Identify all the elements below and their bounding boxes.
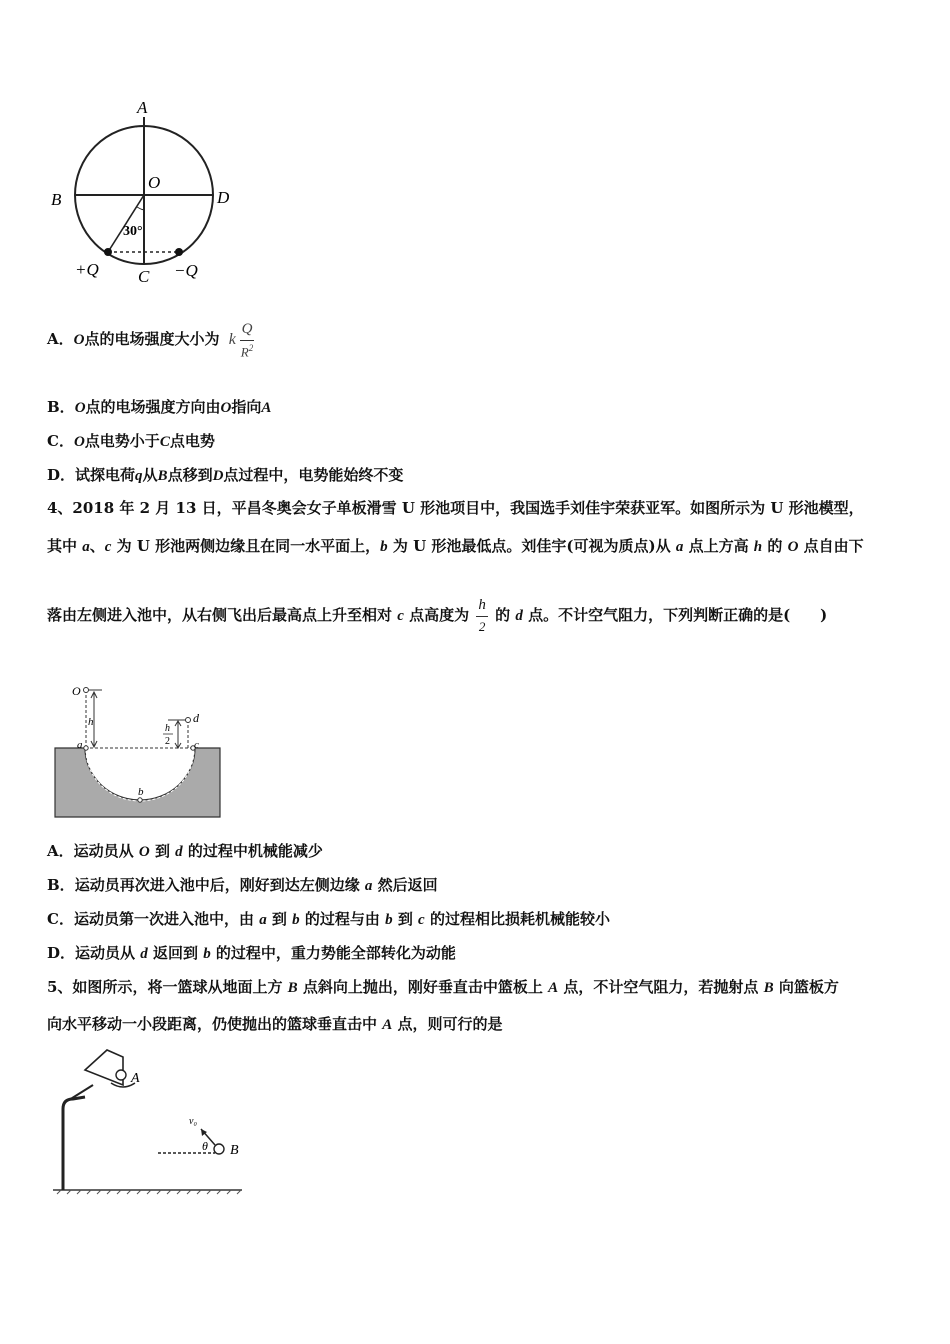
- label-30: 30°: [123, 224, 143, 239]
- label-c-point: c: [194, 739, 199, 751]
- label-b: B: [51, 190, 62, 209]
- label-frac-num: h: [165, 723, 170, 734]
- variable-symbol: A: [382, 1017, 393, 1033]
- text-run: 点自由下: [798, 537, 864, 555]
- text-run: 点。不计空气阻力，下列判断正确的是( ): [522, 605, 828, 624]
- text-run: 4、2018 年 2 月 13 日，平昌冬奥会女子单板滑雪 U 形池项目中，我国选手刘佳宇荣获亚军。如图所示为 U 形池模型，: [47, 499, 864, 517]
- text-run: 点的电场强度方向由: [85, 398, 221, 416]
- label-d: D: [217, 188, 230, 207]
- text-run: 的过程与由: [299, 910, 386, 928]
- q4-option-b: B．运动员再次进入池中后，刚好到达左侧边缘 a 然后返回: [47, 876, 438, 894]
- variable-symbol: O: [220, 400, 232, 416]
- plus-charge-dot: [104, 248, 112, 256]
- variable-symbol: a: [259, 912, 267, 928]
- text-run: 然后返回: [372, 876, 438, 894]
- text-run: 到: [392, 910, 419, 928]
- q4-option-c: C．运动员第一次进入池中，由 a 到 b 的过程与由 b 到 c 的过程相比损耗机械能较小: [47, 910, 610, 928]
- label-h: h: [88, 716, 94, 728]
- text-run: 指向: [231, 398, 262, 416]
- text-run: 点电势小于: [84, 432, 160, 450]
- q4-option-d: D．运动员从 d 返回到 b 的过程中，重力势能全部转化为动能: [47, 944, 456, 962]
- point-a: [84, 746, 88, 750]
- variable-symbol: D: [212, 468, 224, 484]
- point-b: [138, 798, 142, 802]
- text-run: 的过程中，重力势能全部转化为动能: [210, 944, 456, 962]
- q4-line-2: [47, 535, 864, 556]
- text-run: 运动员从: [75, 944, 141, 962]
- label-theta: θ: [202, 1139, 208, 1153]
- point-o: [84, 688, 89, 693]
- variable-symbol: A: [261, 400, 272, 416]
- variable-symbol: C: [159, 434, 170, 450]
- text-run: 到: [149, 842, 176, 860]
- point-d: [186, 718, 191, 723]
- label-frac-den: 2: [165, 736, 170, 747]
- text-run: 落由左侧进入池中，从右侧飞出后最高点上升至相对: [47, 605, 398, 624]
- text-run: 点高度为: [403, 605, 470, 624]
- angle-arc: [137, 207, 144, 210]
- basketball-figure: [45, 1045, 255, 1195]
- option-letter: A．: [47, 330, 74, 349]
- text-run: 点上方高: [683, 537, 754, 555]
- label-v0: v₀: [189, 1116, 197, 1127]
- text-run: 点过程中，电势能始终不变: [223, 466, 404, 484]
- label-d-point: d: [193, 711, 199, 725]
- variable-symbol: c: [397, 607, 404, 624]
- text-run: 其中: [47, 537, 83, 555]
- variable-symbol: a: [675, 539, 684, 555]
- variable-symbol: q: [135, 468, 143, 484]
- text-run: 、: [89, 537, 105, 555]
- label-o-point: O: [72, 684, 81, 698]
- variable-symbol: B: [287, 980, 298, 996]
- pool-block: [55, 748, 220, 817]
- text-run: 的过程中机械能减少: [182, 842, 323, 860]
- text-run: 运动员再次进入池中后，刚好到达左侧边缘: [74, 876, 365, 894]
- backboard: [85, 1050, 123, 1085]
- minus-charge-dot: [175, 248, 183, 256]
- q4-line-1: [47, 497, 864, 518]
- variable-symbol: b: [385, 912, 393, 928]
- field-formula: k $\frac{Q}{R^2}$: [228, 321, 254, 360]
- variable-symbol: b: [203, 946, 211, 962]
- h-over-2-fraction: $\frac{h}{2}$: [478, 597, 486, 634]
- variable-symbol: O: [138, 844, 150, 860]
- text-run: 点电势: [169, 432, 215, 450]
- label-a-hoop: A: [131, 1071, 140, 1086]
- variable-symbol: B: [157, 468, 168, 484]
- text-run: 运动员从: [73, 842, 139, 860]
- text-run: 向篮板方: [773, 978, 839, 996]
- text-run: 返回到: [147, 944, 204, 962]
- hoop-pole: [63, 1097, 85, 1190]
- text-run: 向水平移动一小段距离，仍使抛出的篮球垂直击中: [47, 1015, 383, 1033]
- variable-symbol: d: [140, 946, 148, 962]
- variable-symbol: d: [515, 607, 523, 624]
- variable-symbol: O: [73, 332, 85, 349]
- text-run: 试探电荷: [75, 466, 136, 484]
- text-run: 到: [266, 910, 293, 928]
- variable-symbol: O: [74, 400, 86, 416]
- variable-symbol: h: [753, 539, 763, 555]
- label-a-point: a: [77, 739, 83, 751]
- variable-symbol: O: [787, 539, 799, 555]
- text-run: 5、如图所示，将一篮球从地面上方: [47, 978, 288, 996]
- q4-option-a: A．运动员从 O 到 d 的过程中机械能减少: [47, 842, 323, 860]
- u-pool-figure: [50, 680, 240, 820]
- variable-symbol: c: [418, 912, 425, 928]
- q3-option-a: [47, 322, 256, 358]
- variable-symbol: A: [548, 980, 559, 996]
- text-run: 点斜向上抛出，刚好垂直击中篮板上: [297, 978, 549, 996]
- label-a: A: [137, 98, 148, 117]
- circle-charge-figure: [45, 95, 245, 290]
- text-run: 的过程相比损耗机械能较小: [424, 910, 610, 928]
- text-run: 从: [142, 466, 158, 484]
- label-c: C: [138, 267, 150, 286]
- text-run: 点的电场强度大小为: [84, 330, 220, 349]
- text-run: 运动员第一次进入池中，由: [73, 910, 260, 928]
- variable-symbol: B: [763, 980, 774, 996]
- text-run: 点，不计空气阻力，若抛射点: [558, 978, 764, 996]
- label-minus-q: −Q: [174, 261, 198, 280]
- label-o: O: [148, 173, 161, 192]
- text-run: 点移到: [167, 466, 213, 484]
- variable-symbol: b: [292, 912, 300, 928]
- q5-line-1: [47, 976, 839, 997]
- text-run: 点，则可行的是: [392, 1015, 503, 1033]
- q3-option-d: D．试探电荷q从B点移到D点过程中，电势能始终不变: [47, 466, 404, 484]
- q3-option-c: C．O点电势小于C点电势: [47, 432, 215, 450]
- variable-symbol: d: [175, 844, 183, 860]
- q4-line-3: [47, 598, 827, 633]
- label-b-ball: B: [230, 1143, 239, 1158]
- q3-option-b: B．O点的电场强度方向由O指向A: [47, 398, 272, 416]
- variable-symbol: a: [82, 539, 90, 555]
- text-run: 为 U 形池两侧边缘且在同一水平面上，: [111, 537, 381, 555]
- text-run: 的: [495, 605, 516, 624]
- label-plus-q: +Q: [75, 260, 99, 279]
- text-run: 的: [762, 537, 788, 555]
- variable-symbol: O: [73, 434, 85, 450]
- label-b-point: b: [138, 786, 144, 798]
- variable-symbol: b: [380, 539, 388, 555]
- ball-at-b: [214, 1144, 224, 1154]
- ball-at-a: [116, 1070, 126, 1080]
- variable-symbol: c: [104, 539, 112, 555]
- q5-line-2: [47, 1013, 502, 1034]
- variable-symbol: a: [364, 878, 373, 894]
- text-run: 为 U 形池最低点。刘佳宇(可视为质点)从: [387, 537, 676, 555]
